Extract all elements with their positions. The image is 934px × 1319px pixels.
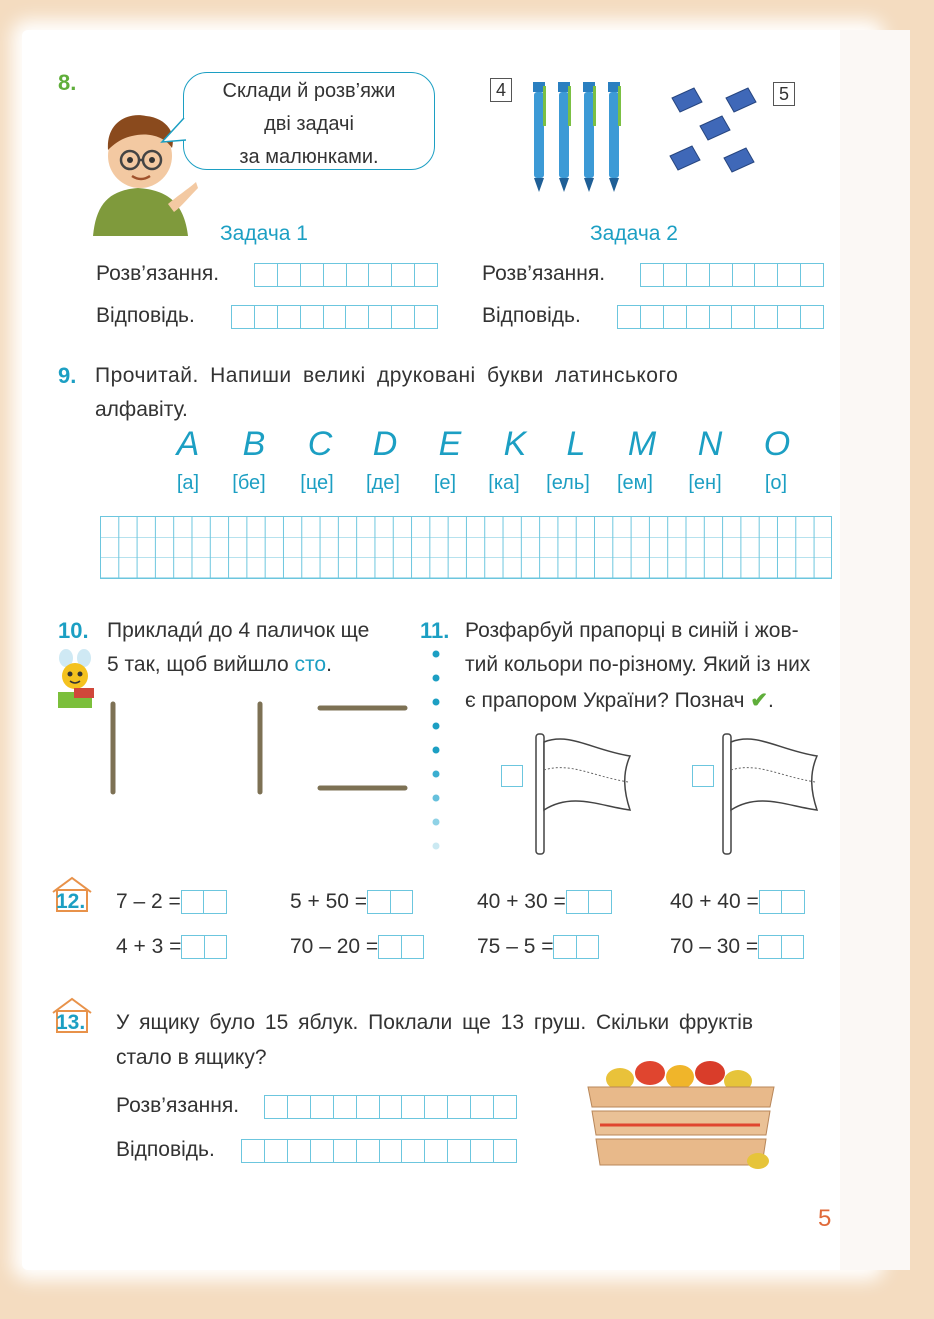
latin-letter: C	[307, 425, 333, 463]
latin-letter: N	[697, 425, 723, 463]
latin-letter: L	[566, 425, 586, 463]
task11-line2: тий кольори по-різному. Який із них	[465, 653, 811, 676]
equation	[116, 935, 227, 959]
sharpeners-count-box: 5	[773, 82, 795, 106]
equation	[670, 935, 804, 959]
answer-boxes[interactable]	[378, 935, 424, 959]
equation-text: 40 + 30 =	[477, 890, 566, 913]
problem1-title: Задача 1	[220, 222, 308, 245]
task13-answer-label: Відповідь.	[116, 1138, 215, 1161]
problem2-title: Задача 2	[590, 222, 678, 245]
letter-pronunciation: [ен]	[688, 472, 722, 494]
answer-boxes[interactable]	[759, 890, 805, 914]
speech-bubble	[183, 72, 435, 170]
bubble-line-1: Склади й розв’яжи	[222, 80, 396, 102]
letter-pronunciation: [а]	[176, 472, 200, 494]
page-number: 5	[818, 1205, 832, 1232]
task8-number: 8.	[58, 70, 77, 95]
letter-pronunciation: [ель]	[546, 472, 590, 494]
bubble-line-2: дві задачі	[264, 113, 354, 135]
sticks-illustration	[105, 700, 410, 796]
page-margin	[840, 30, 910, 1270]
letter-pronunciation: [де]	[366, 472, 400, 494]
task13-line2: стало в ящику?	[116, 1046, 267, 1069]
answer-boxes[interactable]	[181, 890, 227, 914]
fruit-crate-icon	[580, 1055, 780, 1175]
equation-text: 4 + 3 =	[116, 935, 182, 958]
problem2-answer-label: Відповідь.	[482, 304, 581, 327]
equation	[477, 935, 599, 959]
answer-boxes[interactable]	[553, 935, 599, 959]
writing-grid[interactable]	[100, 516, 832, 579]
equation-text: 75 – 5 =	[477, 935, 554, 958]
answer-boxes[interactable]	[181, 935, 227, 959]
task11-line3-text: є прапором України? Познач	[465, 689, 745, 712]
bubble-line-3: за малюнками.	[239, 146, 379, 168]
equation-text: 5 + 50 =	[290, 890, 368, 913]
flag2-checkbox[interactable]	[692, 765, 714, 787]
equation	[290, 890, 413, 914]
task10-number: 10.	[58, 618, 89, 643]
equation	[116, 890, 227, 914]
answer-boxes[interactable]	[367, 890, 413, 914]
bubble-tail	[160, 118, 188, 148]
task13-line1: У ящику було 15 яблук. Поклали ще 13 груш. Скільки фруктів	[116, 1011, 754, 1034]
answer-boxes[interactable]	[566, 890, 612, 914]
letter-pronunciation: [ем]	[617, 472, 653, 494]
latin-letter: A	[176, 425, 200, 463]
task11-line3	[465, 688, 774, 713]
task13-number: 13.	[56, 1011, 86, 1034]
equation-text: 40 + 40 =	[670, 890, 759, 913]
equation	[477, 890, 612, 914]
task9-text-line2: алфавіту.	[95, 398, 188, 421]
task9-text-line1: Прочитай. Напиши великі друковані букви латинського	[95, 364, 679, 387]
problem1-answer-boxes[interactable]	[231, 305, 438, 329]
task11-line3-end: .	[767, 689, 774, 712]
problem2-solution-label: Розв’язання.	[482, 262, 606, 285]
flag2-icon[interactable]	[717, 730, 825, 858]
latin-letter: D	[372, 425, 398, 463]
equation	[670, 890, 805, 914]
bee-icon	[54, 648, 98, 712]
task10-line2-text: 5 так, щоб вийшло	[107, 653, 289, 676]
task13-solution-label: Розв’язання.	[116, 1094, 240, 1117]
answer-boxes[interactable]	[758, 935, 804, 959]
latin-letter: E	[438, 425, 462, 463]
task13-answer-boxes[interactable]	[241, 1139, 517, 1163]
latin-letter: B	[242, 425, 266, 463]
letter-pronunciation: [бе]	[232, 472, 266, 494]
latin-letter: K	[503, 425, 527, 463]
letter-pronunciation: [е]	[433, 472, 457, 494]
task10-line1: Приклади́ до 4 паличок ще	[107, 619, 370, 642]
task10-line2-end: .	[326, 653, 332, 676]
equation-text: 70 – 30 =	[670, 935, 759, 958]
task10-highlight: сто	[294, 653, 327, 676]
equation-text: 70 – 20 =	[290, 935, 379, 958]
task9-number: 9.	[58, 363, 77, 388]
dotted-divider	[430, 648, 442, 858]
pens-count-box: 4	[490, 78, 512, 102]
task12-number: 12.	[56, 890, 86, 913]
latin-letter: M	[627, 425, 657, 463]
pens-icon	[515, 78, 627, 196]
sharpeners-icon	[662, 84, 766, 186]
flag1-checkbox[interactable]	[501, 765, 523, 787]
problem1-solution-label: Розв’язання.	[96, 262, 220, 285]
task11-number: 11.	[420, 618, 450, 643]
latin-letter: O	[763, 425, 791, 463]
problem2-answer-boxes[interactable]	[617, 305, 824, 329]
letter-pronunciation: [це]	[300, 472, 334, 494]
equation	[290, 935, 424, 959]
equation-text: 7 – 2 =	[116, 890, 181, 913]
flag1-icon[interactable]	[530, 730, 638, 858]
task10-line2	[107, 653, 332, 677]
letter-pronunciation: [ка]	[488, 472, 520, 494]
checkmark-icon: ✔	[750, 689, 768, 712]
problem1-solution-boxes[interactable]	[254, 263, 438, 287]
task13-solution-boxes[interactable]	[264, 1095, 517, 1119]
letter-pronunciation: [о]	[764, 472, 788, 494]
problem2-solution-boxes[interactable]	[640, 263, 824, 287]
task11-line1: Розфарбуй прапорці в синій і жов-	[465, 619, 799, 642]
problem1-answer-label: Відповідь.	[96, 304, 195, 327]
